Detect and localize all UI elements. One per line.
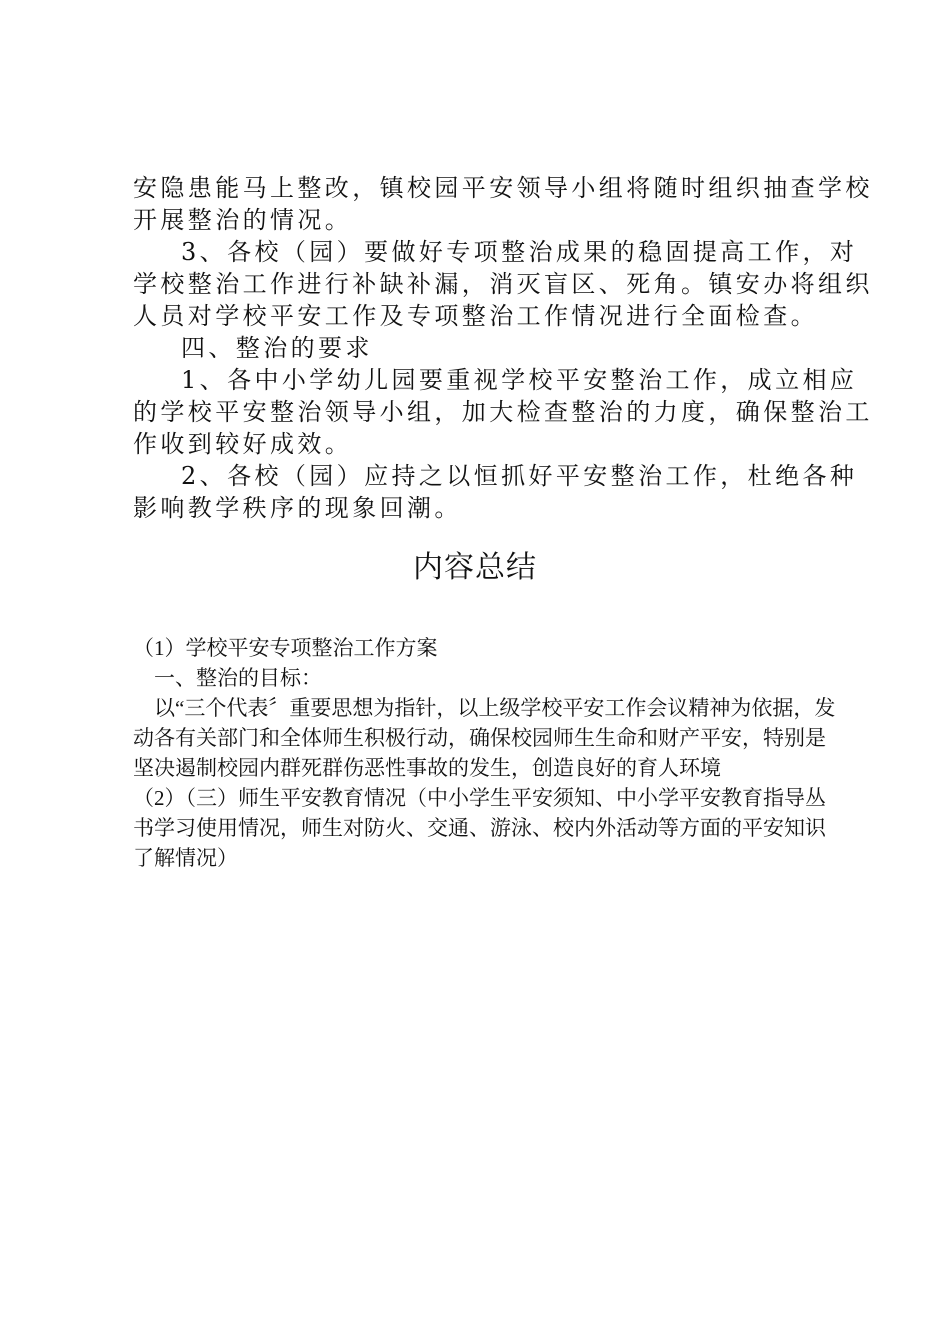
body-line: 人员对学校平安工作及专项整治工作情况进行全面检查。 (133, 302, 818, 330)
section-heading: 四、整治的要求 (181, 334, 373, 362)
body-line: 2、各校（园）应持之以恒抓好平安整治工作，杜绝各种 (181, 462, 858, 490)
body-line: 3、各校（园）要做好专项整治成果的稳固提高工作，对 (181, 238, 858, 266)
summary-line: （2）（三）师生平安教育情况（中小学生平安须知、中小学平安教育指导丛 (133, 786, 826, 810)
body-line: 安隐患能马上整改，镇校园平安领导小组将随时组织抽查学校 (133, 174, 873, 202)
summary-line: 了解情况） (133, 846, 238, 870)
summary-line: 动各有关部门和全体师生积极行动，确保校园师生生命和财产平安，特别是 (133, 726, 826, 750)
summary-line: （1）学校平安专项整治工作方案 (133, 636, 438, 660)
body-line: 影响教学秩序的现象回潮。 (133, 494, 462, 522)
summary-text (133, 633, 836, 873)
summary-line: 书学习使用情况，师生对防火、交通、游泳、校内外活动等方面的平安知识 (133, 816, 826, 840)
body-text (133, 172, 873, 524)
summary-title: 内容总结 (413, 551, 537, 584)
body-line: 的学校平安整治领导小组，加大检查整治的力度，确保整治工 (133, 398, 873, 426)
body-line: 开展整治的情况。 (133, 206, 353, 234)
body-line: 1、各中小学幼儿园要重视学校平安整治工作，成立相应 (181, 366, 858, 394)
body-line: 学校整治工作进行补缺补漏，消灭盲区、死角。镇安办将组织 (133, 270, 873, 298)
summary-line: 坚决遏制校园内群死群伤恶性事故的发生，创造良好的育人环境 (133, 756, 721, 780)
summary-line: 以“三个代表〞重要思想为指针，以上级学校平安工作会议精神为依据，发 (154, 696, 836, 720)
summary-line: 一、整治的目标： (154, 666, 322, 690)
body-line: 作收到较好成效。 (133, 430, 353, 458)
